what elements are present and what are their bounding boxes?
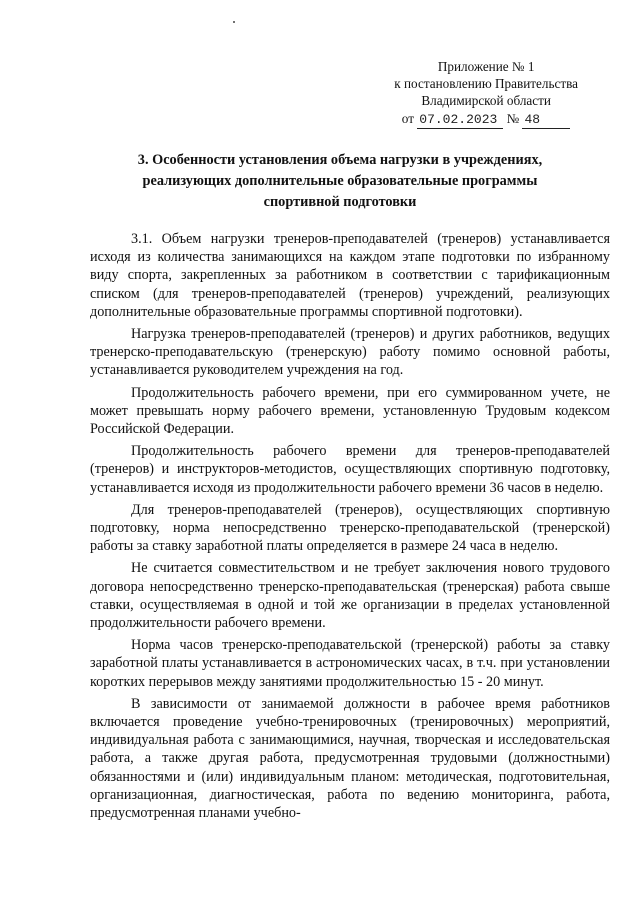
decree-date: 07.02.2023 (417, 111, 503, 129)
scan-speck (233, 21, 235, 23)
appendix-title: Приложение № 1 (437, 59, 535, 74)
paragraph: Продолжительность рабочего времени для тренеров-преподавателей (тренеров) и инструкторов-методистов, осуществляющих спортивную подготовку, устанавливается исходя из продолжительности рабочего времени 36 часов в неделю. (90, 443, 610, 496)
heading-line-3: спортивной подготовки (263, 194, 417, 210)
number-label: № (506, 111, 520, 126)
appendix-date-row (394, 110, 578, 129)
paragraph: Не считается совместительством и не требует заключения нового трудового договора непосредственно тренерско-преподавательская (тренерская) работа свыше ставки, осуществляемая в одной и той же организации в пределах установленной продолжительности рабочего времени. (90, 560, 610, 632)
heading-line-1: 3. Особенности установления объема нагрузки в учреждениях, (137, 152, 543, 168)
from-label: от (401, 111, 414, 126)
appendix-region: Владимирской области (421, 93, 551, 108)
heading-line-2: реализующих дополнительные образовательные программы (142, 173, 538, 189)
paragraph: 3.1. Объем нагрузки тренеров-преподавателей (тренеров) устанавливается исходя из количества занимающихся на каждом этапе подготовки по избранному виду спорта, закрепленных за работником в соответствии с тарификационным списком (для тренеров-преподавателей (тренеров) учреждений, реализующих дополнительные образовательные программы спортивной подготовки). (90, 231, 610, 320)
appendix-reference: к постановлению Правительства (394, 76, 578, 91)
appendix-block (394, 58, 578, 129)
paragraph: Для тренеров-преподавателей (тренеров), осуществляющих спортивную подготовку, норма непосредственно тренерско-преподавательской (тренерской) работы за ставку заработной платы определяется в размере 24 часа в неделю. (90, 501, 610, 555)
paragraph: В зависимости от занимаемой должности в рабочее время работников включается проведение учебно-тренировочных (тренировочных) мероприятий, индивидуальная работа с занимающимися, научная, творческая и исследовательская работа, а также другая работа, предусмотренная трудовыми (должностными) обязанностями и (или) индивидуальным планом: методическая, подготовительная, организационная, диагностическая, работа по ведению мониторинга, работа, предусмотренная планами учебно- (90, 695, 610, 822)
document-body (90, 230, 610, 822)
section-heading (90, 150, 590, 213)
paragraph: Продолжительность рабочего времени, при его суммированном учете, не может превышать норму рабочего времени, установленную Трудовым кодексом Российской Федерации. (90, 384, 610, 438)
paragraph: Норма часов тренерско-преподавательской (тренерской) работы за ставку заработной платы устанавливается в астрономических часах, в т.ч. при установлении коротких перерывов между занятиями продолжительностью 15 - 20 минут. (90, 637, 610, 690)
paragraph: Нагрузка тренеров-преподавателей (тренеров) и других работников, ведущих тренерско-преподавательскую (тренерскую) работу помимо основной работы, устанавливается руководителем учреждения на год. (90, 326, 610, 379)
decree-number: 48 (522, 111, 570, 129)
